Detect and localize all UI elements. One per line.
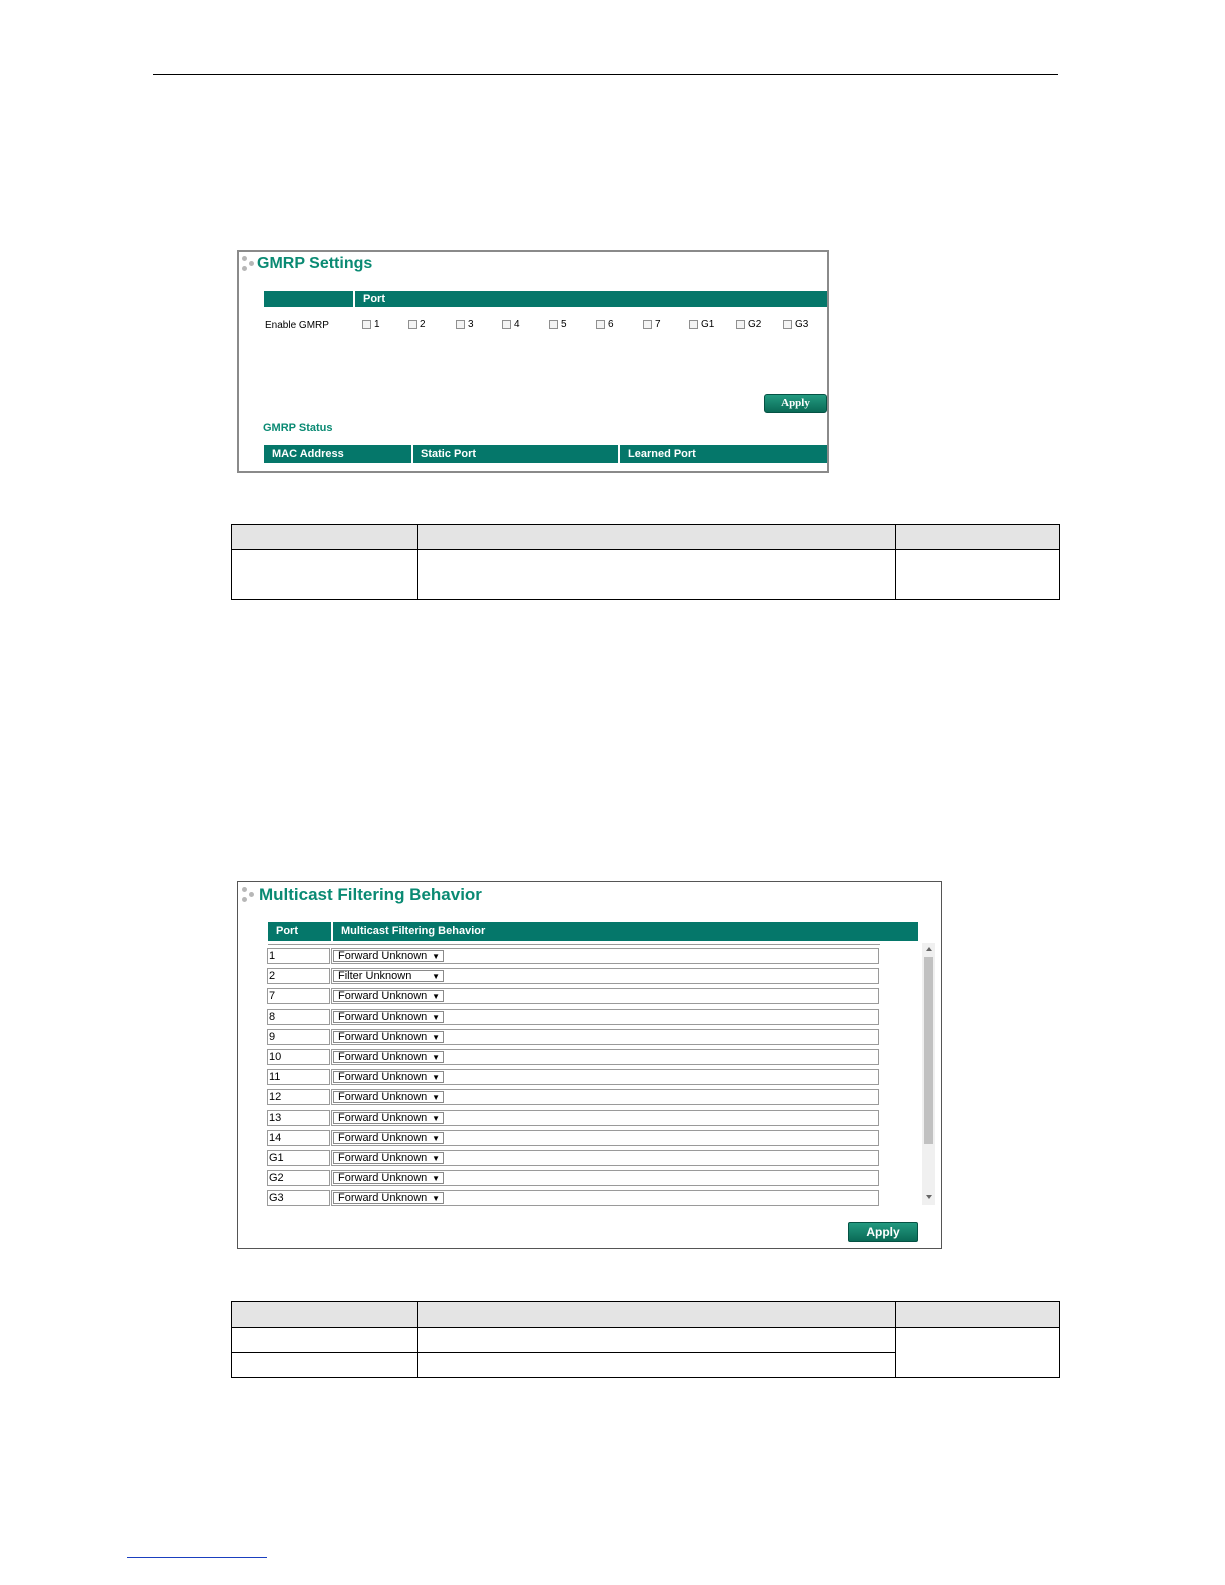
ref2-header-cell [418, 1302, 896, 1328]
ref2-header-cell [232, 1302, 418, 1328]
mfb-behavior-select[interactable] [333, 1152, 444, 1164]
mac-address-column: MAC Address [264, 445, 411, 463]
mfb-behavior-cell [331, 1049, 879, 1065]
ref2-cell [896, 1328, 1060, 1378]
mfb-behavior-cell [331, 1150, 879, 1166]
dots-icon [242, 887, 256, 905]
mfb-behavior-select[interactable] [333, 1071, 444, 1083]
checkbox-icon[interactable] [736, 320, 745, 329]
gmrp-status-title: GMRP Status [263, 422, 333, 434]
footer-link-rule [127, 1557, 267, 1558]
checkbox-icon[interactable] [783, 320, 792, 329]
gmrp-port-checkbox[interactable] [362, 319, 380, 330]
gmrp-port-checkbox[interactable] [689, 319, 714, 330]
mfb-behavior-cell [331, 1190, 879, 1206]
gmrp-settings-panel [237, 250, 829, 473]
mfb-behavior-column: Multicast Filtering Behavior [333, 922, 918, 941]
mfb-port-cell: G3 [267, 1190, 330, 1206]
gmrp-port-label: 7 [655, 319, 661, 330]
ref1-header-cell [232, 525, 418, 550]
mfb-behavior-value: Forward Unknown [338, 1031, 428, 1043]
ref1-header-cell [896, 525, 1060, 550]
mfb-port-cell: 10 [267, 1049, 330, 1065]
gmrp-header-blank [264, 291, 353, 307]
ref2-header-cell [896, 1302, 1060, 1328]
mfb-behavior-select[interactable] [333, 1051, 444, 1063]
mfb-behavior-select[interactable] [333, 970, 444, 982]
mfb-behavior-select[interactable] [333, 990, 444, 1002]
mfb-behavior-cell [331, 968, 879, 984]
mfb-behavior-cell [331, 988, 879, 1004]
chevron-down-icon[interactable]: ▼ [432, 992, 440, 1001]
mfb-port-cell: 2 [267, 968, 330, 984]
gmrp-port-checkbox[interactable] [643, 319, 661, 330]
enable-gmrp-label: Enable GMRP [265, 320, 329, 331]
static-port-column: Static Port [413, 445, 618, 463]
mfb-behavior-value: Forward Unknown [338, 1152, 428, 1164]
gmrp-port-label: 6 [608, 319, 614, 330]
gmrp-port-checkbox[interactable] [408, 319, 426, 330]
ref2-cell [418, 1353, 896, 1378]
mfb-port-cell: G2 [267, 1170, 330, 1186]
gmrp-port-label: G1 [701, 319, 715, 330]
mfb-port-cell: 14 [267, 1130, 330, 1146]
gmrp-port-checkbox[interactable] [549, 319, 567, 330]
scrollbar-thumb[interactable] [924, 957, 933, 1144]
chevron-down-icon[interactable]: ▼ [432, 1093, 440, 1102]
checkbox-icon[interactable] [643, 320, 652, 329]
gmrp-port-label: G2 [748, 319, 762, 330]
mfb-behavior-value: Forward Unknown [338, 1192, 428, 1204]
gmrp-port-label: 3 [468, 319, 474, 330]
mfb-port-cell: 8 [267, 1009, 330, 1025]
mfb-behavior-value: Forward Unknown [338, 950, 428, 962]
mfb-apply-button[interactable]: Apply [848, 1222, 918, 1242]
gmrp-settings-title: GMRP Settings [257, 255, 373, 272]
mfb-reference-table [231, 1301, 1060, 1378]
mfb-behavior-cell [331, 1009, 879, 1025]
mfb-behavior-cell [331, 1029, 879, 1045]
chevron-down-icon[interactable]: ▼ [432, 1154, 440, 1163]
gmrp-port-checkbox[interactable] [502, 319, 520, 330]
chevron-down-icon[interactable]: ▼ [432, 1033, 440, 1042]
gmrp-port-label: 4 [514, 319, 520, 330]
ref2-cell [232, 1328, 418, 1353]
mfb-behavior-select[interactable] [333, 950, 444, 962]
gmrp-apply-button[interactable]: Apply [764, 394, 827, 413]
mfb-behavior-cell [331, 948, 879, 964]
ref1-header-cell [418, 525, 896, 550]
mfb-behavior-cell [331, 1170, 879, 1186]
mfb-behavior-value: Forward Unknown [338, 1091, 428, 1103]
mfb-port-cell: 12 [267, 1089, 330, 1105]
gmrp-port-header: Port [355, 291, 827, 307]
checkbox-icon[interactable] [362, 320, 371, 329]
mfb-behavior-value: Forward Unknown [338, 1112, 428, 1124]
multicast-filtering-title: Multicast Filtering Behavior [259, 885, 482, 904]
mfb-behavior-select[interactable] [333, 1132, 444, 1144]
checkbox-icon[interactable] [549, 320, 558, 329]
ref1-cell [896, 550, 1060, 600]
mfb-behavior-value: Filter Unknown [338, 970, 412, 982]
chevron-down-icon[interactable]: ▼ [432, 1174, 440, 1183]
chevron-down-icon[interactable]: ▼ [432, 1073, 440, 1082]
dots-icon [242, 256, 256, 274]
checkbox-icon[interactable] [408, 320, 417, 329]
mfb-header-underline [268, 944, 880, 945]
mfb-behavior-select[interactable] [333, 1091, 444, 1103]
ref2-cell [418, 1328, 896, 1353]
chevron-down-icon[interactable]: ▼ [432, 1114, 440, 1123]
chevron-down-icon[interactable]: ▼ [432, 972, 440, 981]
mfb-port-cell: 1 [267, 948, 330, 964]
ref1-cell [232, 550, 418, 600]
checkbox-icon[interactable] [689, 320, 698, 329]
mfb-behavior-cell [331, 1110, 879, 1126]
checkbox-icon[interactable] [456, 320, 465, 329]
scroll-down-icon[interactable] [926, 1195, 932, 1199]
page-header-rule [153, 74, 1058, 75]
checkbox-icon[interactable] [502, 320, 511, 329]
chevron-down-icon[interactable]: ▼ [432, 1194, 440, 1203]
ref1-cell [418, 550, 896, 600]
mfb-port-cell: 13 [267, 1110, 330, 1126]
mfb-behavior-value: Forward Unknown [338, 1071, 428, 1083]
gmrp-port-checkbox[interactable] [736, 319, 761, 330]
mfb-behavior-select[interactable] [333, 1031, 444, 1043]
mfb-behavior-value: Forward Unknown [338, 990, 428, 1002]
scroll-up-icon[interactable] [926, 947, 932, 951]
mfb-port-cell: G1 [267, 1150, 330, 1166]
mfb-behavior-value: Forward Unknown [338, 1051, 428, 1063]
gmrp-port-label: 2 [420, 319, 426, 330]
chevron-down-icon[interactable]: ▼ [432, 1134, 440, 1143]
mfb-behavior-select[interactable] [333, 1112, 444, 1124]
mfb-behavior-cell [331, 1069, 879, 1085]
gmrp-port-label: G3 [795, 319, 809, 330]
mfb-behavior-cell [331, 1089, 879, 1105]
mfb-behavior-value: Forward Unknown [338, 1011, 428, 1023]
gmrp-port-checkbox[interactable] [456, 319, 474, 330]
learned-port-column: Learned Port [620, 445, 827, 463]
mfb-behavior-value: Forward Unknown [338, 1132, 428, 1144]
gmrp-port-checkbox[interactable] [783, 319, 808, 330]
mfb-behavior-select[interactable] [333, 1192, 444, 1204]
mfb-behavior-select[interactable] [333, 1011, 444, 1023]
mfb-port-column: Port [268, 922, 331, 941]
mfb-port-cell: 11 [267, 1069, 330, 1085]
checkbox-icon[interactable] [596, 320, 605, 329]
chevron-down-icon[interactable]: ▼ [432, 1053, 440, 1062]
mfb-port-cell: 7 [267, 988, 330, 1004]
gmrp-port-label: 1 [374, 319, 380, 330]
gmrp-reference-table [231, 524, 1060, 600]
ref2-cell [232, 1353, 418, 1378]
chevron-down-icon[interactable]: ▼ [432, 1013, 440, 1022]
mfb-behavior-cell [331, 1130, 879, 1146]
gmrp-port-label: 5 [561, 319, 567, 330]
chevron-down-icon[interactable]: ▼ [432, 952, 440, 961]
gmrp-port-checkbox[interactable] [596, 319, 614, 330]
mfb-behavior-value: Forward Unknown [338, 1172, 428, 1184]
mfb-port-cell: 9 [267, 1029, 330, 1045]
mfb-behavior-select[interactable] [333, 1172, 444, 1184]
